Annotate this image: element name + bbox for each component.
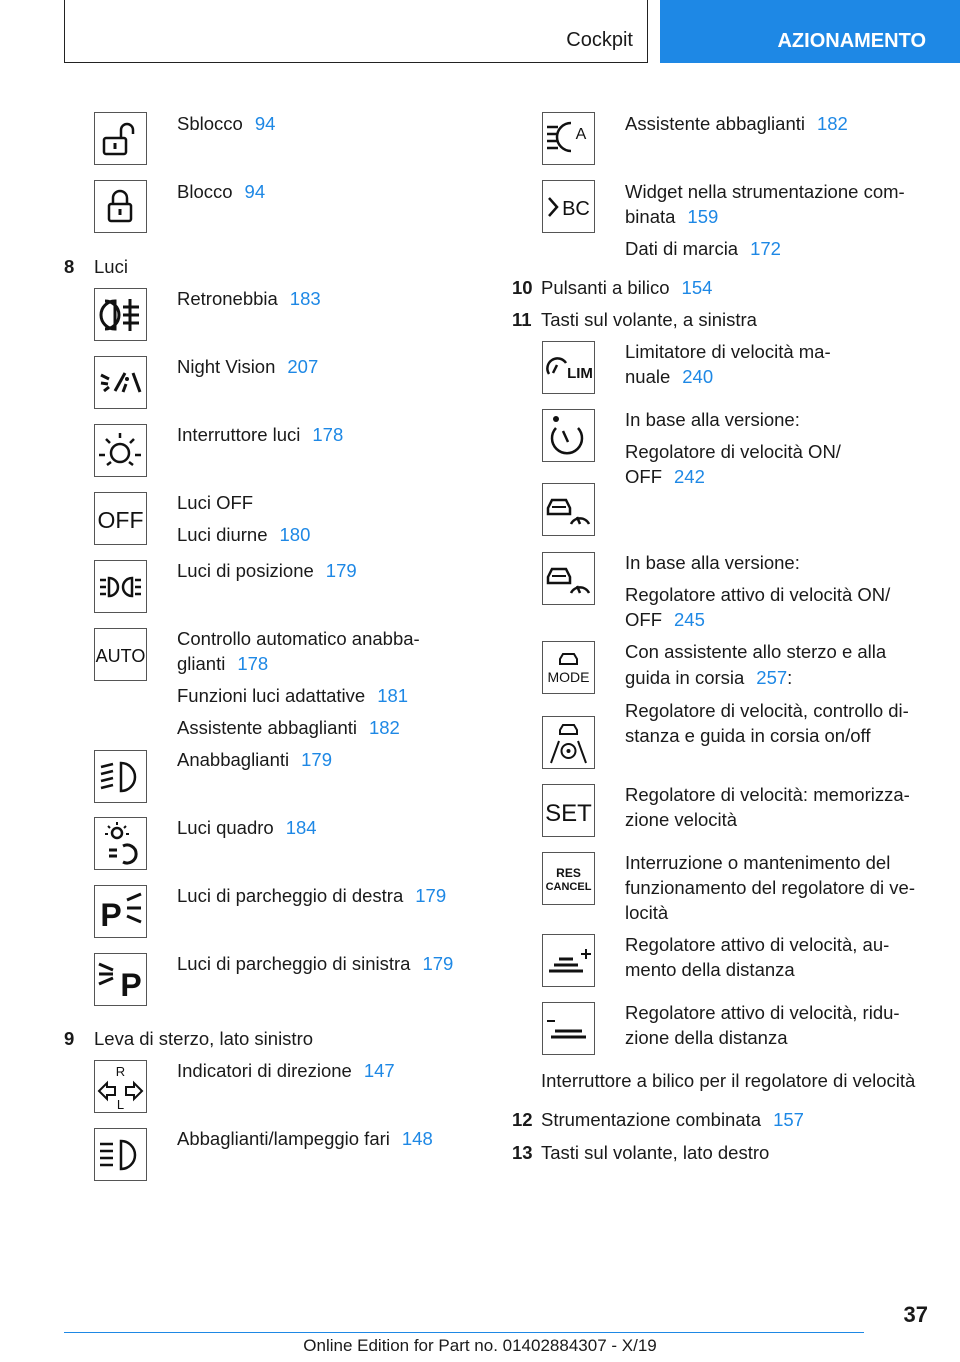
item-interruttore-bilico: Interruttore a bilico per il regolatore di velocità [541,1070,916,1091]
page-ref[interactable]: 182 [816,113,848,134]
page-ref[interactable]: 242 [674,466,705,487]
item-retronebbia: Retronebbia 183 [177,288,321,309]
svg-text:L: L [116,1097,125,1112]
high-beam-assistant-icon [542,112,595,165]
svg-text:P: P [120,967,142,1003]
item-assistente-sterzo: Con assistente allo sterzo e alla [625,641,887,662]
section-9-num: 9 [64,1028,75,1049]
page-ref[interactable]: 94 [244,181,266,202]
night-vision-icon [94,356,147,409]
low-beam-icon [94,750,147,803]
res-cancel-icon [542,852,595,905]
footer-divider [64,1332,864,1333]
page-ref[interactable]: 179 [301,749,332,770]
page-ref[interactable]: 179 [325,560,357,581]
high-beam-icon [94,1128,147,1181]
page-ref[interactable]: 94 [254,113,276,134]
page-ref[interactable]: 181 [377,685,409,706]
svg-text:BC: BC [562,198,590,220]
item-memorizzazione: Regolatore di velocità: memorizza- [625,784,910,805]
item-riduzione-distanza-2: zione della distanza [625,1027,788,1048]
item-interruzione-2: funzionamento del regolatore di ve- [625,877,916,898]
page-ref[interactable]: 184 [285,817,317,838]
page-ref[interactable]: 172 [750,238,781,259]
item-sblocco: Sblocco 94 [177,113,276,134]
item-widget-2: binata 159 [625,206,719,227]
item-luci-posizione: Luci di posizione 179 [177,560,357,581]
section-12-num: 12 [512,1109,533,1130]
item-assistente-abbaglianti: Assistente abbaglianti 182 [177,717,400,738]
item-aumento-distanza-2: mento della distanza [625,959,795,980]
svg-text:R: R [115,1064,126,1079]
item-riduzione-distanza: Regolatore attivo di velocità, ridu- [625,1002,900,1023]
page-ref[interactable]: 147 [363,1060,395,1081]
item-versione-1: In base alla versione: [625,409,800,430]
item-blocco: Blocco 94 [177,181,266,202]
page-ref[interactable]: 179 [415,885,447,906]
section-10-num: 10 [512,277,533,298]
page-ref[interactable]: 178 [312,424,344,445]
lights-off-icon [94,492,147,545]
item-regolatore-attivo-on: Regolatore attivo di velocità ON/ [625,584,891,605]
svg-text:P: P [100,897,122,933]
page-ref[interactable]: 207 [287,356,319,377]
auto-lights-icon [94,628,147,681]
section-8-title: Luci [94,256,128,277]
item-versione-2: In base alla versione: [625,552,800,573]
page-ref[interactable]: 178 [237,653,269,674]
page-ref[interactable]: 180 [279,524,311,545]
item-regolatore-attivo-off: OFF 245 [625,609,705,630]
item-indicatori: Indicatori di direzione 147 [177,1060,395,1081]
page-ref[interactable]: 148 [401,1128,433,1149]
turn-signal-icon [94,1060,147,1113]
page-ref[interactable]: 183 [289,288,321,309]
page-ref[interactable]: 245 [674,609,705,630]
parking-light-right-icon [94,885,147,938]
item-abbaglianti-lampeggio: Abbaglianti/lampeggio fari 148 [177,1128,433,1149]
item-dati-marcia: Dati di marcia 172 [625,238,781,259]
svg-text:SET: SET [545,800,592,827]
section-8-num: 8 [64,256,75,277]
parking-light-left-icon [94,953,147,1006]
item-parcheggio-destra: Luci di parcheggio di destra 179 [177,885,447,906]
rear-fog-light-icon [94,288,147,341]
page-ref[interactable]: 154 [681,277,713,298]
section-13-num: 13 [512,1142,533,1163]
item-interruzione-3: locità [625,902,669,923]
page-ref[interactable]: 179 [422,953,454,974]
item-regolatore-on: Regolatore di velocità ON/ [625,441,841,462]
section-10-title: Pulsanti a bilico 154 [541,277,713,298]
item-anabbaglianti: Anabbaglianti 179 [177,749,332,770]
page-number: 37 [903,1302,928,1327]
section-13-title: Tasti sul volante, lato destro [541,1142,770,1163]
page-ref[interactable]: 157 [773,1109,804,1130]
item-aumento-distanza: Regolatore attivo di velocità, au- [625,934,890,955]
mode-icon [542,641,595,694]
page-ref[interactable]: 159 [687,206,719,227]
item-luci-quadro: Luci quadro 184 [177,817,317,838]
svg-text:A: A [575,126,587,143]
svg-text:CANCEL: CANCEL [545,881,592,893]
item-night-vision: Night Vision 207 [177,356,319,377]
item-luci-diurne: Luci diurne 180 [177,524,311,545]
item-controllo-distanza-2: stanza e guida in corsia on/off [625,725,871,746]
footer-edition: Online Edition for Part no. 01402884307 - X/19 [303,1336,657,1355]
header-section-box [64,0,648,63]
cruise-car-icon [542,483,595,536]
lane-steer-icon [542,716,595,769]
item-memorizzazione-2: zione velocità [625,809,738,830]
item-widget: Widget nella strumentazione com- [625,181,905,202]
distance-decrease-icon [542,1002,595,1055]
item-parcheggio-sinistra: Luci di parcheggio di sinistra 179 [177,953,454,974]
item-limitatore-2: nuale 240 [625,366,714,387]
header-chapter: AZIONAMENTO [777,30,926,52]
item-luci-adattative: Funzioni luci adattative 181 [177,685,409,706]
section-12-title: Strumentazione combinata 157 [541,1109,804,1130]
unlock-icon [94,112,147,165]
page-ref[interactable]: 240 [682,366,714,387]
parking-lights-icon [94,560,147,613]
svg-text:RES: RES [556,866,581,880]
bc-widget-icon [542,180,595,233]
set-icon [542,784,595,837]
item-luci-off: Luci OFF [177,492,254,513]
item-assistente-abbaglianti-r: Assistente abbaglianti 182 [625,113,848,134]
lock-icon [94,180,147,233]
svg-text:LIM: LIM [567,365,593,382]
item-interruzione: Interruzione o mantenimento del [625,852,891,873]
section-9-title: Leva di sterzo, lato sinistro [94,1028,314,1049]
instrument-lighting-icon [94,817,147,870]
light-switch-icon [94,424,147,477]
item-limitatore: Limitatore di velocità ma- [625,341,831,362]
item-auto-anabbaglianti: Controllo automatico anabba- [177,628,420,649]
item-assistente-sterzo-2: guida in corsia 257: [625,667,793,688]
active-cruise-icon [542,552,595,605]
item-interruttore-luci: Interruttore luci 178 [177,424,344,445]
section-11-title: Tasti sul volante, a sinistra [541,309,757,330]
cruise-control-icon [542,409,595,462]
item-controllo-distanza: Regolatore di velocità, controllo di- [625,700,909,721]
svg-text:MODE: MODE [547,669,590,685]
header-section: Cockpit [566,29,633,51]
svg-text:OFF: OFF [97,507,144,533]
item-regolatore-off: OFF 242 [625,466,705,487]
svg-text:AUTO: AUTO [95,646,146,666]
page-ref[interactable]: 257 [756,667,788,688]
header-chapter-box [660,0,960,63]
page-ref[interactable]: 182 [368,717,400,738]
distance-increase-icon [542,934,595,987]
item-auto-anabbaglianti-2: glianti 178 [177,653,269,674]
section-11-num: 11 [512,309,532,330]
speed-limiter-icon [542,341,595,394]
